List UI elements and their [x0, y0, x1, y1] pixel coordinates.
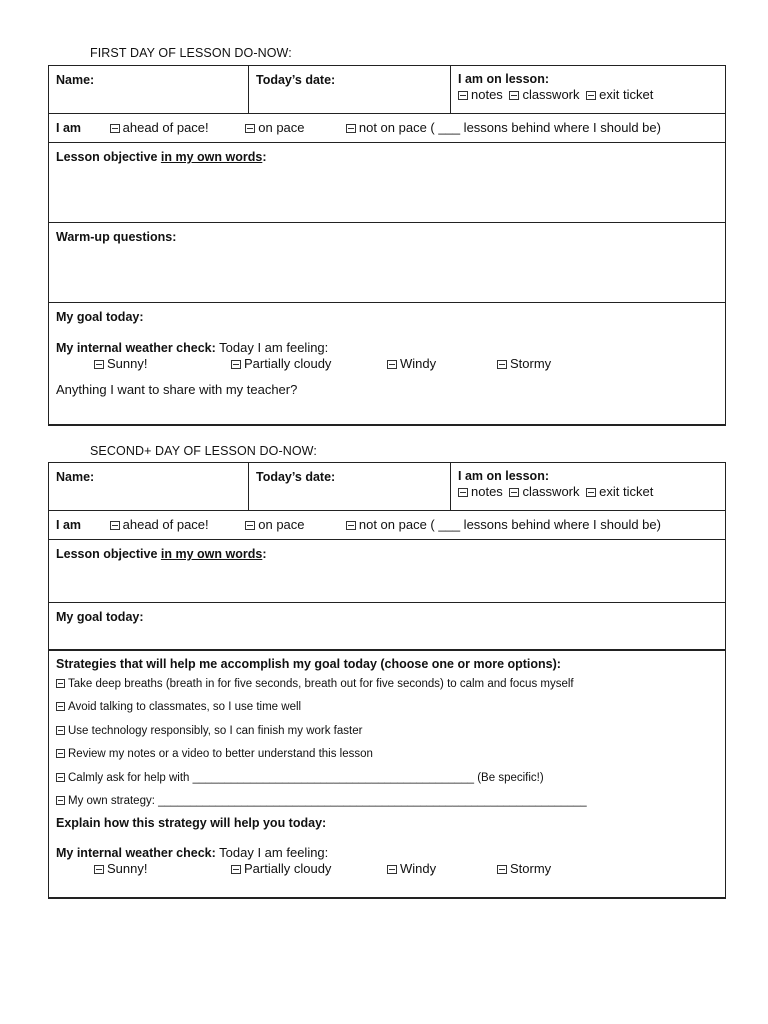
strategy-item: [56, 767, 718, 791]
strategy-text: Take deep breaths (breath in for five seconds, breath out for five seconds) to calm and focus myself: [68, 677, 574, 690]
weather-label: My internal weather check:: [56, 845, 216, 860]
windy-option: Windy: [400, 860, 437, 876]
windy-checkbox[interactable]: [387, 360, 397, 369]
pace-row: [49, 114, 726, 143]
exit-ticket-checkbox[interactable]: [586, 488, 596, 497]
objective-colon: :: [262, 150, 267, 164]
goal-weather-cell[interactable]: [49, 303, 726, 425]
explain-label: Explain how this strategy will help you today:: [56, 815, 327, 830]
strategies-cell: [49, 650, 726, 898]
not-on-pace-checkbox[interactable]: [346, 124, 356, 133]
goal-label: My goal today:: [56, 610, 144, 624]
first-do-now-form: [48, 65, 726, 426]
goal-cell[interactable]: [49, 603, 726, 650]
notes-option: notes: [471, 87, 503, 102]
first-form-heading: FIRST DAY OF LESSON DO-NOW:: [90, 46, 292, 60]
not-on-pace-option: not on pace ( ___ lessons behind where I should be): [358, 120, 661, 135]
strategy-checkbox[interactable]: [56, 702, 65, 711]
date-label: Today’s date:: [256, 73, 336, 87]
ahead-option: ahead of pace!: [122, 120, 209, 135]
partially-cloudy-option: Partially cloudy: [244, 860, 332, 876]
pace-row: [49, 511, 726, 540]
iam-label: I am: [56, 121, 82, 135]
strategy-text: My own strategy: ___________________________________________________________________: [68, 795, 587, 807]
strategy-item: [56, 790, 718, 814]
classwork-checkbox[interactable]: [509, 91, 519, 100]
date-cell[interactable]: [249, 66, 451, 114]
exit-ticket-option: exit ticket: [599, 484, 654, 499]
name-cell[interactable]: [49, 463, 249, 511]
sunny-checkbox[interactable]: [94, 360, 104, 369]
weather-text: Today I am feeling:: [215, 844, 329, 860]
not-on-pace-option: not on pace ( ___ lessons behind where I should be): [358, 517, 661, 532]
weather-label: My internal weather check:: [56, 341, 216, 355]
strategy-item: [56, 673, 718, 697]
objective-underline: in my own words: [160, 547, 263, 561]
notes-checkbox[interactable]: [458, 488, 468, 497]
warmup-cell[interactable]: [49, 223, 726, 303]
stormy-option: Stormy: [510, 860, 552, 876]
partially-cloudy-checkbox[interactable]: [231, 360, 241, 369]
on-pace-option: on pace: [258, 120, 305, 135]
date-label: Today’s date:: [256, 470, 336, 484]
strategy-checkbox[interactable]: [56, 796, 65, 805]
lesson-cell: [451, 66, 726, 114]
windy-option: Windy: [400, 356, 437, 371]
sunny-checkbox[interactable]: [94, 865, 104, 874]
objective-label: Lesson objective: [56, 150, 161, 164]
second-form-heading: SECOND+ DAY OF LESSON DO-NOW:: [90, 444, 317, 458]
strategy-checkbox[interactable]: [56, 749, 65, 758]
ahead-option: ahead of pace!: [122, 517, 209, 532]
objective-underline: in my own words: [160, 150, 263, 164]
ahead-checkbox[interactable]: [110, 124, 120, 133]
strategy-checkbox[interactable]: [56, 726, 65, 735]
on-pace-checkbox[interactable]: [245, 124, 255, 133]
name-label: Name:: [56, 470, 95, 484]
stormy-checkbox[interactable]: [497, 865, 507, 874]
partially-cloudy-option: Partially cloudy: [244, 356, 332, 371]
partially-cloudy-checkbox[interactable]: [231, 865, 241, 874]
stormy-option: Stormy: [510, 356, 552, 371]
strategy-text: Avoid talking to classmates, so I use time well: [68, 701, 302, 713]
warmup-label: Warm-up questions:: [56, 230, 177, 244]
strategy-item: [56, 696, 718, 720]
strategy-text: Calmly ask for help with ____________________________________________ (Be specific!): [68, 771, 544, 784]
lesson-label: I am on lesson:: [458, 469, 549, 483]
notes-option: notes: [471, 484, 503, 499]
date-cell[interactable]: [249, 463, 451, 511]
sunny-option: Sunny!: [107, 860, 148, 876]
objective-colon: :: [262, 547, 267, 561]
strategy-checkbox[interactable]: [56, 773, 65, 782]
name-label: Name:: [56, 73, 95, 87]
objective-label: Lesson objective: [56, 547, 161, 561]
objective-cell[interactable]: [49, 143, 726, 223]
stormy-checkbox[interactable]: [497, 360, 507, 369]
strategies-label: Strategies that will help me accomplish my goal today (choose one or more options):: [56, 656, 561, 671]
goal-label: My goal today:: [56, 310, 144, 324]
name-cell[interactable]: [49, 66, 249, 114]
objective-cell[interactable]: [49, 540, 726, 603]
strategy-text: Review my notes or a video to better understand this lesson: [68, 748, 373, 760]
not-on-pace-checkbox[interactable]: [346, 521, 356, 530]
strategy-text: Use technology responsibly, so I can finish my work faster: [68, 724, 363, 737]
strategy-checkbox[interactable]: [56, 679, 65, 688]
strategy-item: [56, 743, 718, 767]
exit-ticket-option: exit ticket: [599, 87, 654, 102]
sunny-option: Sunny!: [107, 356, 148, 371]
on-pace-option: on pace: [258, 517, 305, 532]
second-do-now-form: [48, 462, 726, 899]
classwork-option: classwork: [522, 87, 580, 102]
exit-ticket-checkbox[interactable]: [586, 91, 596, 100]
classwork-option: classwork: [522, 484, 580, 499]
on-pace-checkbox[interactable]: [245, 521, 255, 530]
strategy-item: [56, 720, 718, 744]
iam-label: I am: [56, 518, 82, 532]
classwork-checkbox[interactable]: [509, 488, 519, 497]
ahead-checkbox[interactable]: [110, 521, 120, 530]
lesson-cell: [451, 463, 726, 511]
weather-text: Today I am feeling:: [215, 340, 329, 355]
lesson-label: I am on lesson:: [458, 72, 549, 86]
share-text: Anything I want to share with my teacher?: [56, 382, 298, 397]
notes-checkbox[interactable]: [458, 91, 468, 100]
windy-checkbox[interactable]: [387, 865, 397, 874]
